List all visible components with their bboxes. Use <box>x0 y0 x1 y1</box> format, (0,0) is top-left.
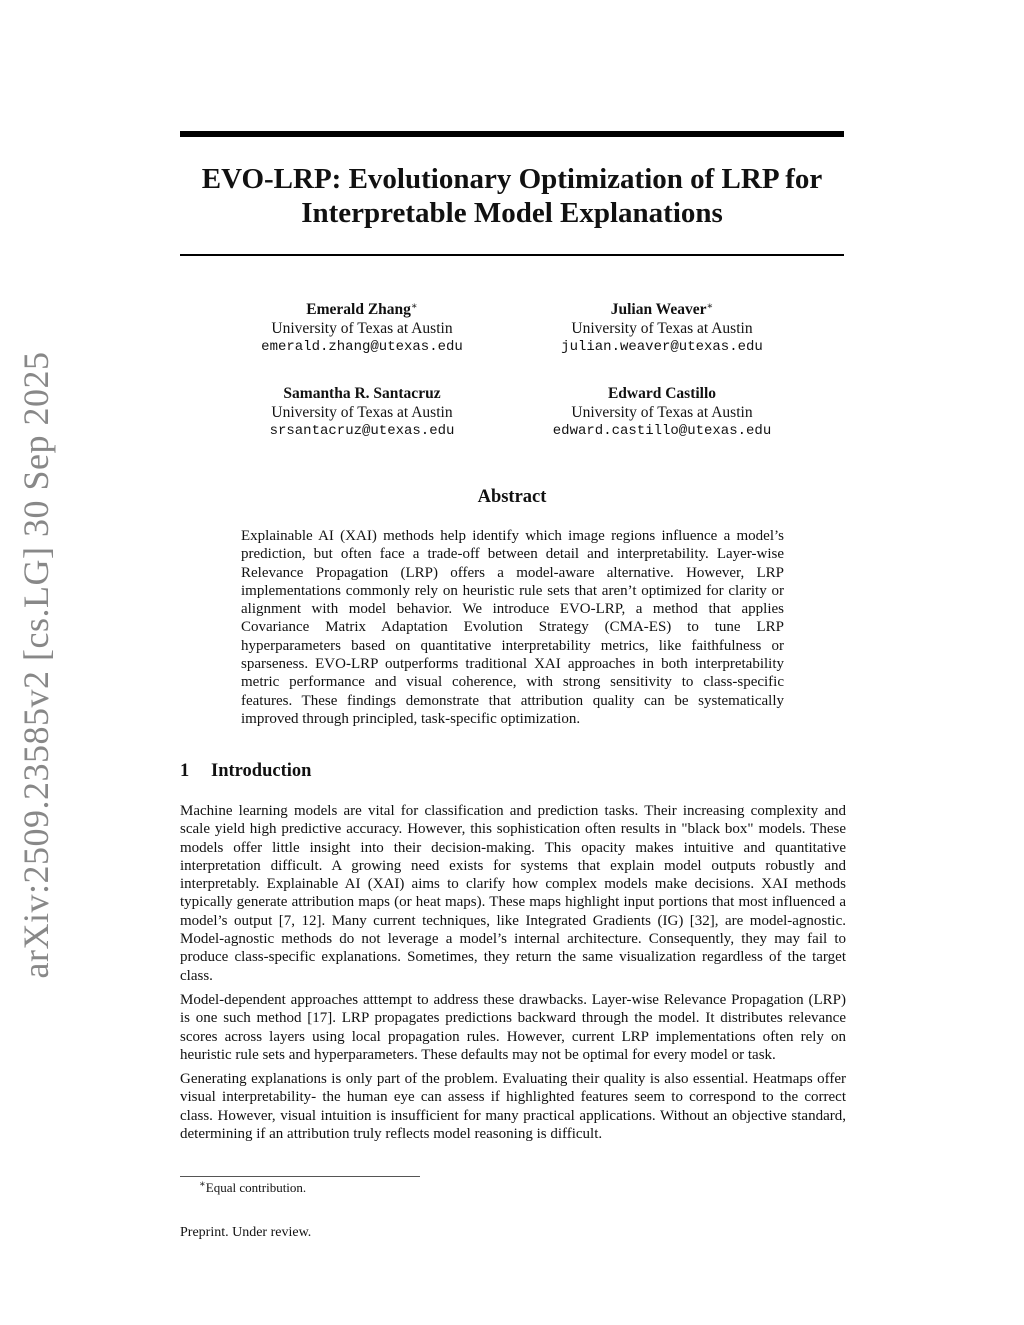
section-heading <box>180 761 311 782</box>
section-body <box>180 802 846 1149</box>
arxiv-identifier: arXiv:2509.23585v2 [cs.LG] 30 Sep 2025 <box>16 351 56 979</box>
body-paragraph: Model-dependent approaches atttempt to address these drawbacks. Layer-wise Relevance Propagation (LRP) is one such method [17]. LRP propagates predictions backward through the model. It distributes relevance scores across layers using local propagation rules. However, current LRP implementations often rely on heuristic rule sets and hyperparameters. These defaults may not be optimal for every model or task. <box>180 991 846 1063</box>
paper-title: EVO-LRP: Evolutionary Optimization of LRP for Interpretable Model Explanations <box>201 163 823 229</box>
author-block <box>492 300 832 357</box>
author-affiliation: University of Texas at Austin <box>271 320 453 337</box>
body-paragraph: Machine learning models are vital for classification and prediction tasks. Their increasing complexity and scale yield high predictive accuracy. However, this sophistication often results in "black box" models. These models offer little insight into their decision-making. This opacity makes intuitive and quantitative interpretation difficult. A growing need exists for systems that explain model outputs robustly and interpretably. Explainable AI (XAI) aims to clarify how complex models make decisions. XAI methods typically generate attribution maps (or heat maps). These maps highlight input portions that most influenced a model’s output [7, 12]. Many current techniques, like Integrated Gradients (IG) [32], are model-agnostic. Model-agnostic methods do not leverage a model’s internal architecture. Consequently, they may fail to produce class-specific explanations. Sometimes, they return the same visualization regardless of the target class. <box>180 803 846 984</box>
author-mark: ∗ <box>706 301 714 312</box>
author-email: emerald.zhang@utexas.edu <box>261 339 463 355</box>
author-email: srsantacruz@utexas.edu <box>269 423 455 439</box>
footnote-rule <box>180 1176 420 1177</box>
abstract-text: Explainable AI (XAI) methods help identify which image regions influence a model’s prediction, but often face a trade-off between detail and interpretability. Layer-wise Relevance Propagation (LRP) offers a model-aware alternative. However, LRP implementations commonly rely on heuristic rule sets that aren’t optimized for clarity or alignment with model behavior. We introduce EVO-LRP, a method that applies Covariance Matrix Adaptation Evolution Strategy (CMA-ES) to tune LRP hyperparameters based on quantitative interpretability metrics, like faithfulness or sparseness. EVO-LRP outperforms traditional XAI approaches in both interpretability metric performance and visual coherence, with strong sensitivity to class-specific features. These findings demonstrate that attribution quality can be systematically improved through principled, task-specific optimization. <box>241 528 784 727</box>
abstract-heading: Abstract <box>477 487 547 507</box>
author-email: julian.weaver@utexas.edu <box>561 339 763 355</box>
title-bottom-rule <box>180 254 844 256</box>
author-mark: ∗ <box>410 301 418 312</box>
footnote-text: Equal contribution. <box>205 1180 307 1195</box>
author-affiliation: University of Texas at Austin <box>271 404 453 421</box>
author-block <box>192 384 532 441</box>
footnote <box>199 1180 306 1196</box>
author-affiliation: University of Texas at Austin <box>571 320 753 337</box>
author-name: Emerald Zhang <box>306 301 411 318</box>
author-name: Edward Castillo <box>607 385 717 402</box>
author-name: Samantha R. Santacruz <box>283 385 441 402</box>
author-name: Julian Weaver <box>610 301 707 318</box>
page-footer: Preprint. Under review. <box>180 1225 312 1240</box>
section-title: Introduction <box>211 761 312 781</box>
body-paragraph: Generating explanations is only part of the problem. Evaluating their quality is also essential. Heatmaps offer visual interpretability- the human eye can assess if highlighted features seem to correspond to the correct class. However, visual intuition is insufficient for many practical applications. Without an objective standard, determining if an attribution truly reflects model reasoning is difficult. <box>180 1071 846 1143</box>
author-block <box>492 384 832 441</box>
title-top-rule <box>180 131 844 137</box>
section-number: 1 <box>180 761 190 781</box>
footnote-mark: ∗ <box>199 1179 206 1190</box>
author-email: edward.castillo@utexas.edu <box>552 423 772 439</box>
author-affiliation: University of Texas at Austin <box>571 404 753 421</box>
author-block <box>192 300 532 357</box>
